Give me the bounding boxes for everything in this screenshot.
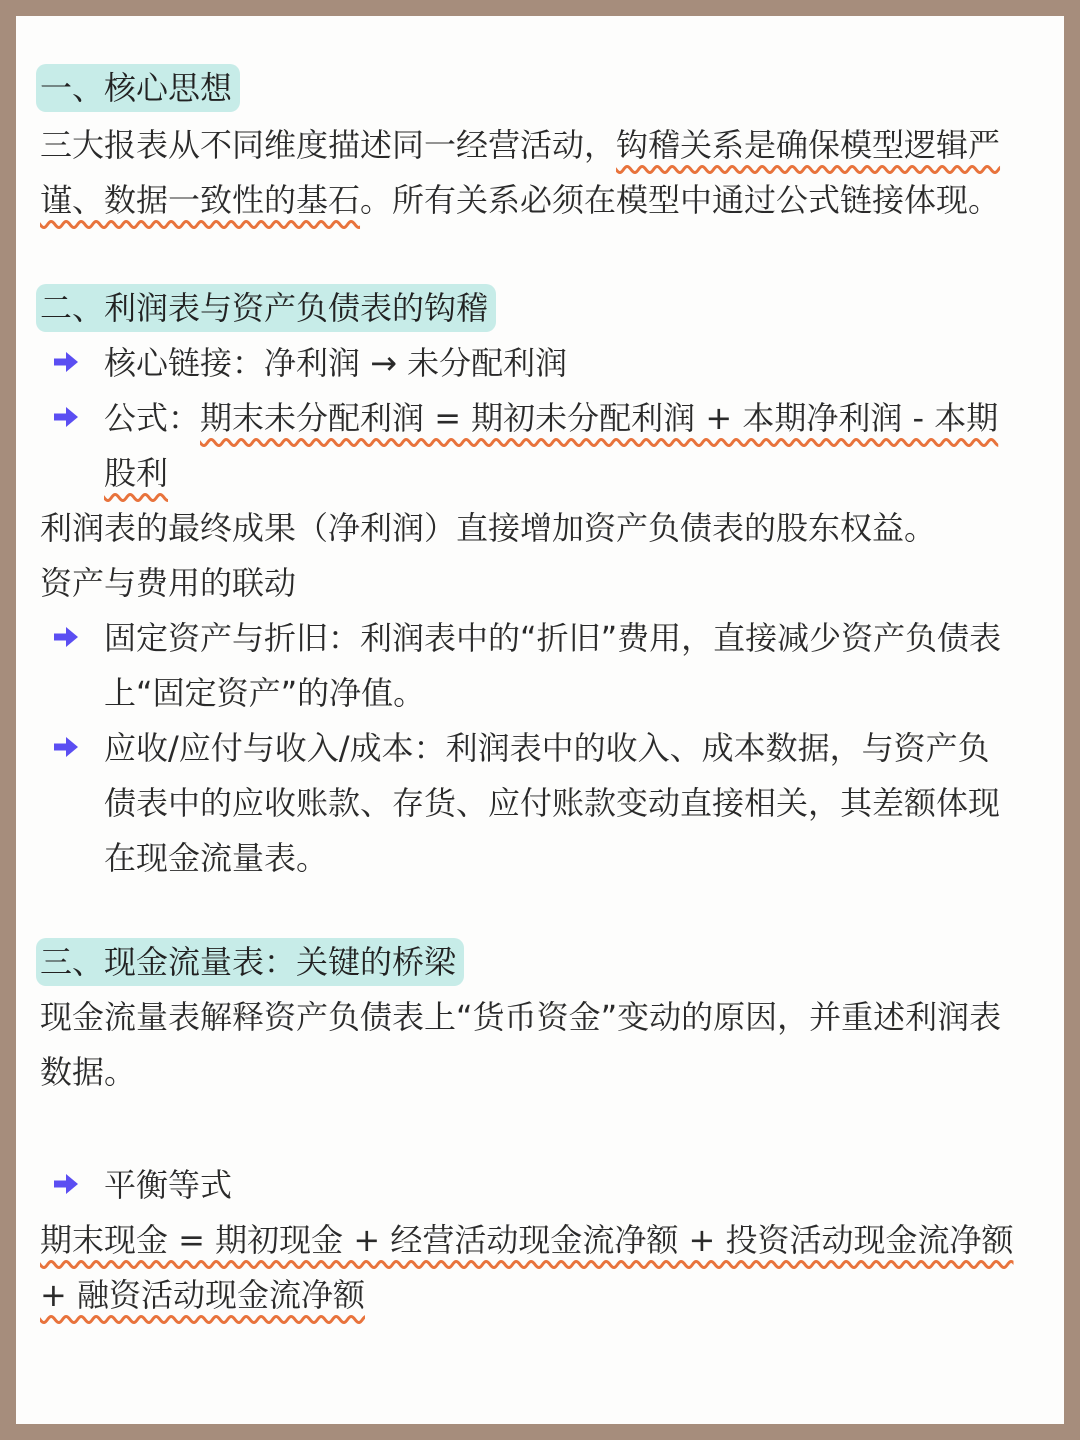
text: 。所有关系必须在模型中通过公式链接体现。 [360,181,1001,219]
highlighted-text: 钩稽关系是确保模型逻辑严谨、数据一致性的基石 [40,126,1001,219]
list-item [40,1158,1016,1213]
list-item-text: 应收/应付与收入/成本：利润表中的收入、成本数据，与资产负债表中的应收账款、存货、应付账款变动直接相关，其差额体现在现金流量表。 [104,729,1001,877]
section-core-idea [40,64,1064,228]
section-heading: 三、现金流量表：关键的桥梁 [36,938,464,986]
paragraph: 现金流量表解释资产负债表上“货币资金”变动的原因，并重述利润表数据。 [40,998,1002,1091]
section-income-balance-link [40,284,1064,886]
paragraph: 利润表的最终成果（净利润）直接增加资产负债表的股东权益。 [40,509,937,547]
formula-text: 期末现金 = 期初现金 + 经营活动现金流净额 + 投资活动现金流净额 + 融资活动现金流净额 [40,1221,1014,1314]
content-card [16,16,1064,1424]
arrow-right-icon [50,621,82,653]
section-heading: 二、利润表与资产负债表的钩稽 [36,284,496,332]
arrow-right-icon [50,731,82,763]
list-item [40,611,1016,721]
section-heading: 一、核心思想 [36,64,240,112]
list-item [40,391,1016,501]
paragraph [40,118,1030,228]
list-item-text: 平衡等式 [104,1166,233,1204]
section-cash-flow-bridge [40,938,1064,1323]
arrow-right-icon [50,401,82,433]
paragraph: 资产与费用的联动 [40,564,297,602]
arrow-right-icon [50,1168,82,1200]
text: 三大报表从不同维度描述同一经营活动， [40,126,617,164]
list-item-text: 核心链接：净利润 → 未分配利润 [104,344,568,382]
list-item [40,721,1016,886]
formula-text: 期末未分配利润 = 期初未分配利润 + 本期净利润 - 本期股利 [104,399,999,492]
list-item-text: 固定资产与折旧：利润表中的“折旧”费用，直接减少资产负债表上“固定资产”的净值。 [104,619,1002,712]
arrow-right-icon [50,346,82,378]
list-item-label: 公式： [104,399,201,437]
list-item [40,336,1016,391]
formula-paragraph [40,1213,1030,1323]
